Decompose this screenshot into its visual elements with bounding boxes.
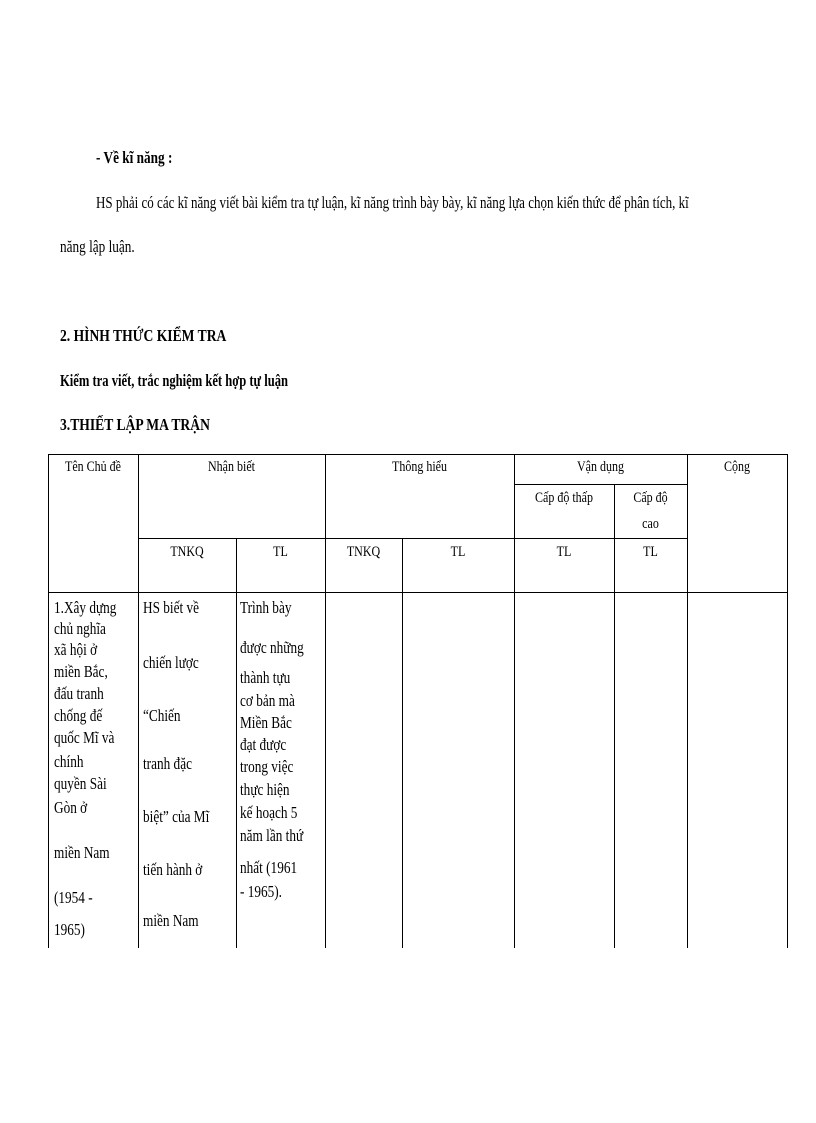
row1-recognize-line: miền Nam [143,911,199,930]
header-apply: Vận dụng [577,459,624,475]
row1-topic-line: đấu tranh [54,684,104,703]
row1-tl-line: Miền Bắc [240,713,292,732]
header-tl-apply-high: TL [643,544,658,560]
row1-topic-line: 1.Xây dựng [54,598,117,617]
row1-tl-line: Trình bày [240,598,292,617]
row1-tl-line: năm lần thứ [240,826,304,845]
row1-tl-line: trong việc [240,757,294,776]
section-3-title: 3.THIẾT LẬP MA TRẬN [60,415,210,434]
header-tnkq-understand: TNKQ [346,544,381,560]
row1-recognize-line: biệt” của Mĩ [143,807,210,826]
row1-topic-line: quốc Mĩ và [54,728,115,747]
skills-line-1: HS phải có các kĩ năng viết bài kiểm tra tự luận, kĩ năng trình bày bày, kĩ năng lựa chọn kiến thức để phân tích, kĩ [96,193,689,212]
row1-tl-line: đạt được [240,735,287,754]
section-2-title: 2. HÌNH THỨC KIỂM TRA [60,326,227,345]
row1-tl-line: được những [240,638,304,657]
row1-recognize-line: tranh đặc [143,754,192,773]
row1-topic-line: xã hội ở [54,640,98,659]
header-recognize: Nhận biết [208,459,255,475]
row1-recognize-line: chiến lược [143,653,199,672]
row1-topic-line: chính [54,752,84,771]
row1-topic-line: 1965) [54,920,85,939]
row1-recognize-line: tiến hành ở [143,860,203,879]
row1-topic-line: miền Bắc, [54,662,108,681]
row1-topic-line: chủ nghĩa [54,619,106,638]
row1-topic-line: miền Nam [54,843,110,862]
header-tnkq-recognize: TNKQ [170,544,204,560]
row1-topic-line: quyền Sài [54,774,107,793]
row1-topic-line: (1954 - [54,888,93,907]
row1-tl-line: thành tựu [240,668,291,687]
header-tl-recognize: TL [273,544,288,560]
header-apply-high-line2: cao [642,516,659,532]
row1-topic-line: chống đế [54,706,103,725]
header-tl-understand: TL [450,544,466,560]
skills-line-2: năng lập luận. [60,237,135,256]
header-apply-low: Cấp độ thấp [535,490,593,506]
row1-tl-line: - 1965). [240,882,282,901]
row1-tl-line: nhất (1961 [240,858,298,877]
header-tl-apply-low: TL [556,544,572,560]
row1-tl-line: cơ bản mà [240,691,295,710]
header-apply-high-line1: Cấp độ [633,490,668,506]
row1-recognize-line: HS biết về [143,598,199,617]
section-2-subtitle: Kiểm tra viết, trắc nghiệm kết hợp tự luận [60,371,289,390]
row1-topic-line: Gòn ở [54,798,88,817]
row1-tl-line: thực hiện [240,780,290,799]
row1-tl-line: kế hoạch 5 [240,803,298,822]
header-understand: Thông hiểu [392,459,447,475]
header-topic: Tên Chủ đề [65,459,121,475]
skills-heading: - Về kĩ năng : [96,148,173,167]
row1-recognize-line: “Chiến [143,706,181,725]
header-total: Cộng [723,459,750,475]
